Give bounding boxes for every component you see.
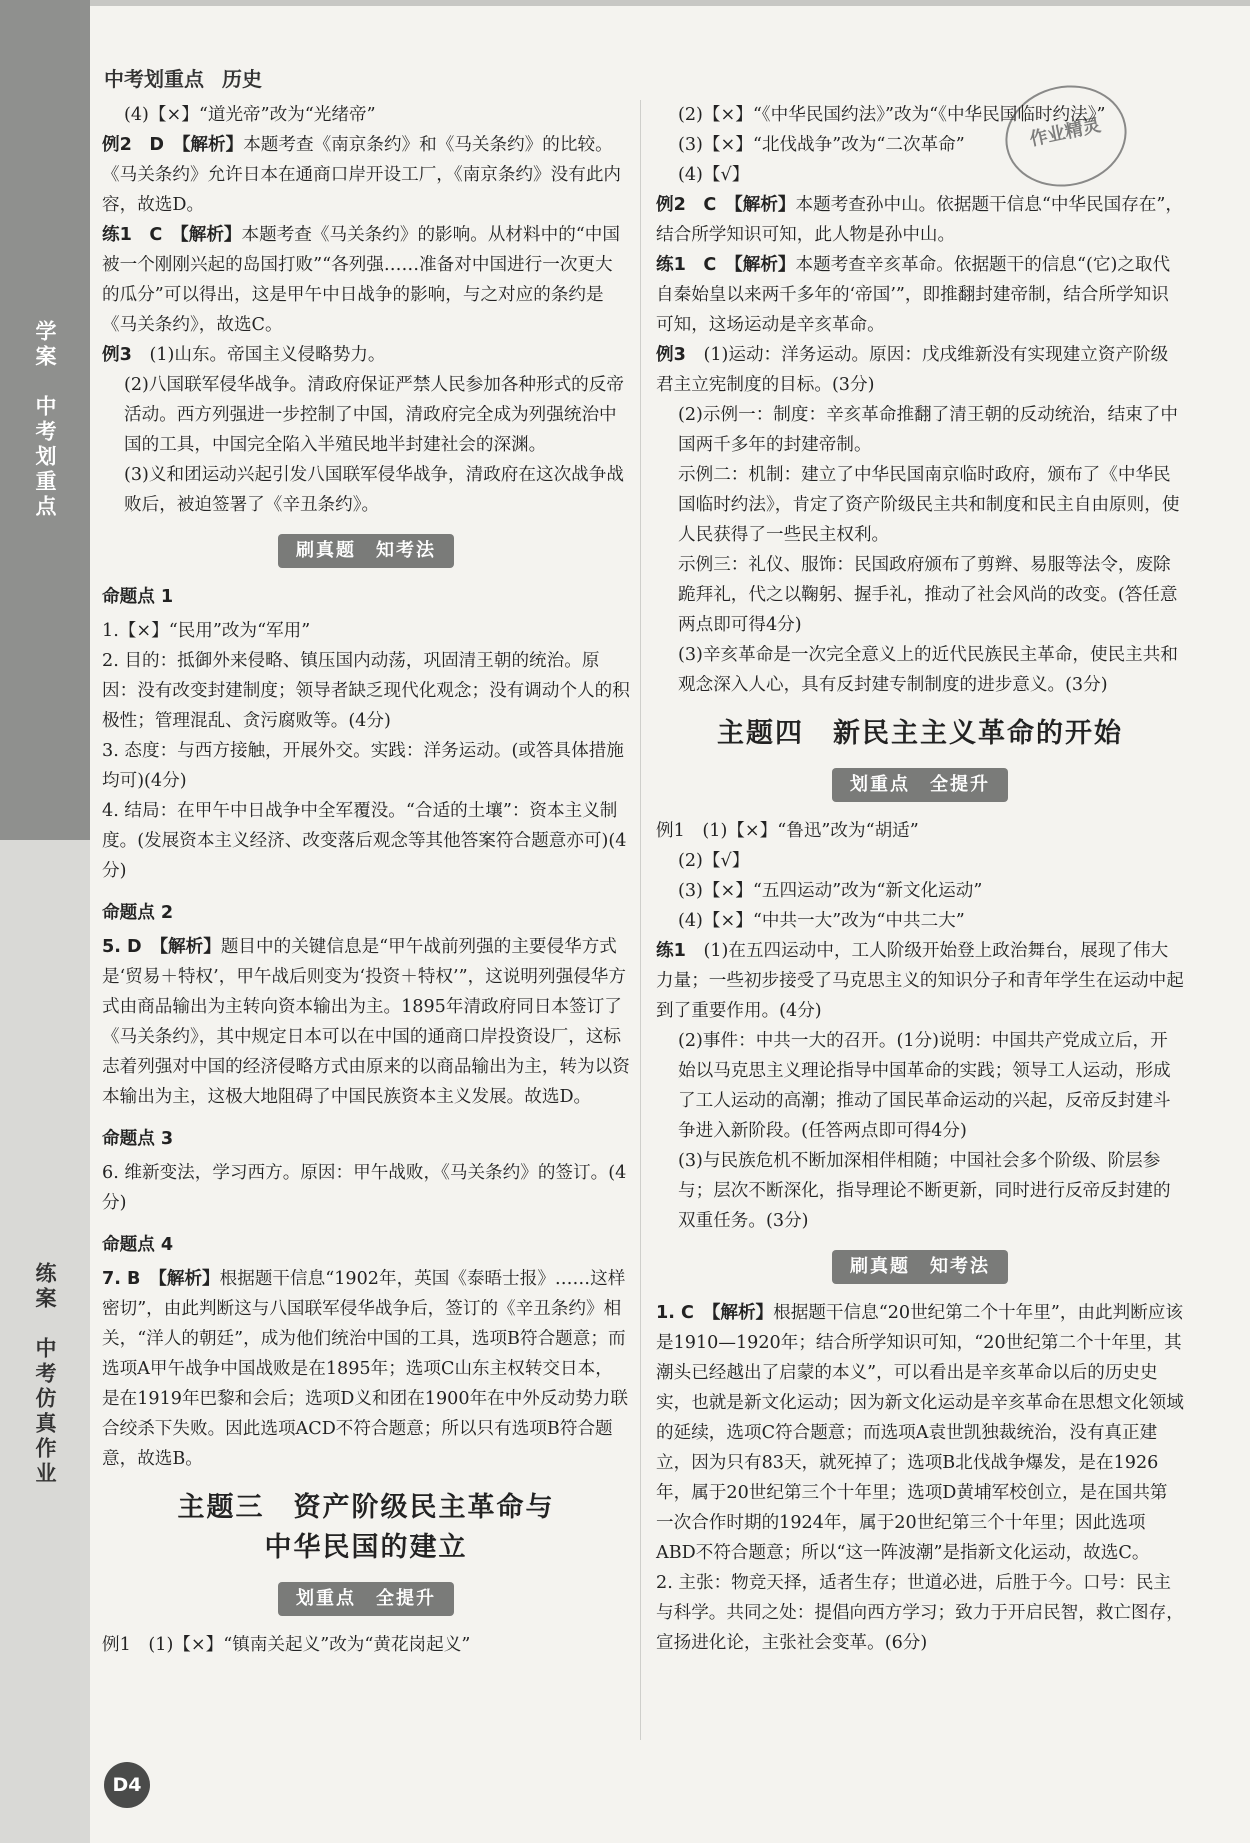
answer-text: 题目中的关键信息是“甲午战前列强的主要侵华方式是‘贸易＋特权’，甲午战后则变为‘投资＋特权’”，这说明列强侵华方式由商品输出为主转向资本输出为主。1895年清政府同日本签订了《马关条约》，其中规定日本可以在中国的通商口岸投资设厂，这标志着列强对中国的经济侵略方式由原来的以商品输出为主，转为以资本输出为主，这极大地阻碍了中国民族资本主义发展。故选D。 — [102, 937, 630, 1107]
answer-tag: 例2 C 【解析】 — [656, 195, 796, 215]
answer-line: (3)【×】“北伐战争”改为“二次革命” — [678, 135, 965, 155]
section-badge: 刷真题 知考法 — [278, 534, 454, 568]
page-number: D4 — [104, 1762, 150, 1808]
answer-text: 根据题干信息“20世纪第二个十年里”，由此判断应该是1910—1920年；结合所学知识可知，“20世纪第二个十年里，其潮头已经越出了启蒙的本义”，可以看出是辛亥革命以后的历史史实，也就是新文化运动；因为新文化运动是辛亥革命在思想文化领域的延续，选项C符合题意；而选项A袁世凯独裁统治，没有真正建立，因为只有83天，就死掉了；选项B北伐战争爆发，是在1926年，属于20世纪第三个十年里；选项D黄埔军校创立，是在国共第一次合作时期的1924年，属于20世纪第三个十年里；因此选项ABD不符合题意；所以“这一阵波潮”是指新文化运动，故选C。 — [656, 1303, 1184, 1563]
answer-tag: 7. B 【解析】 — [102, 1269, 220, 1289]
answer-tag: 例3 — [656, 345, 686, 365]
answer-text: 1.【×】“民用”改为“军用” — [102, 621, 311, 641]
answer-block — [102, 340, 630, 370]
answer-text: 2. 主张：物竞天择，适者生存；世道必进，后胜于今。口号：民主与科学。共同之处：提倡向西方学习；致力于开启民智，救亡图存，宣扬进化论，主张社会变革。(6分) — [656, 1573, 1184, 1653]
answer-tag: 练1 — [656, 941, 686, 961]
sidebar-lower — [0, 840, 90, 1843]
series-title: 中考划重点 — [104, 67, 204, 91]
answer-line: (4)【×】“道光帝”改为“光绪帝” — [124, 105, 376, 125]
answer-text: (2)示例一：制度：辛亥革命推翻了清王朝的反动统治，结束了中国两千多年的封建帝制。 — [678, 405, 1178, 455]
answer-text: 例1 (1)【×】“镇南关起义”改为“黄花岗起义” — [102, 1635, 471, 1655]
answer-tag: 例3 — [102, 345, 132, 365]
answer-text: 3. 态度：与西方接触，开展外交。实践：洋务运动。(或答具体措施均可)(4分) — [102, 741, 624, 791]
section-badge: 划重点 全提升 — [832, 768, 1008, 802]
top-rule — [90, 0, 1250, 6]
answer-text: 本题考查辛亥革命。依据题干的信息“(它)之取代自秦始皇以来两千多年的‘帝国’”，即推翻封建帝制，结合所学知识可知，这场运动是辛亥革命。 — [656, 255, 1171, 335]
answer-tag: 练1 C 【解析】 — [102, 225, 242, 245]
theme-title — [102, 1488, 630, 1568]
answer-line: (4)【×】“中共一大”改为“中共二大” — [678, 911, 965, 931]
right-column — [656, 100, 1184, 1658]
answer-text: (1)山东。帝国主义侵略势力。 — [149, 345, 386, 365]
page-header — [104, 63, 280, 92]
point-heading: 命题点 4 — [102, 1235, 174, 1255]
answer-text: 6. 维新变法，学习西方。原因：甲午战败，《马关条约》的签订。(4分) — [102, 1163, 627, 1213]
sidebar-upper — [0, 0, 90, 840]
answer-block — [102, 220, 630, 340]
sidebar-upper-label: 学案 中考划重点 — [33, 320, 57, 520]
section-badge: 划重点 全提升 — [278, 1582, 454, 1616]
sidebar-lower-label: 练案 中考仿真作业 — [33, 1262, 57, 1487]
answer-block — [656, 340, 1184, 400]
answer-line: (4)【√】 — [678, 165, 750, 185]
answer-text: (3)义和团运动兴起引发八国联军侵华战争，清政府在这次战争战败后，被迫签署了《辛丑条约》。 — [124, 465, 624, 515]
answer-tag: 练1 C 【解析】 — [656, 255, 796, 275]
answer-text: 2. 目的：抵御外来侵略、镇压国内动荡，巩固清王朝的统治。原因：没有改变封建制度；领导者缺乏现代化观念；没有调动个人的积极性；管理混乱、贪污腐败等。(4分) — [102, 651, 630, 731]
point-heading: 命题点 3 — [102, 1129, 174, 1149]
answer-tag: 例2 D 【解析】 — [102, 135, 244, 155]
answer-block — [656, 1298, 1184, 1568]
answer-line: (2)【√】 — [678, 851, 750, 871]
answer-text: 4. 结局：在甲午中日战争中全军覆没。“合适的土壤”：资本主义制度。(发展资本主义经济、改变落后观念等其他答案符合题意亦可)(4分) — [102, 801, 627, 881]
answer-line: (2)【×】“《中华民国约法》”改为“《中华民国临时约法》” — [678, 105, 1106, 125]
answer-text: (1)在五四运动中，工人阶级开始登上政治舞台，展现了伟大力量；一些初步接受了马克思主义的知识分子和青年学生在运动中起到了重要作用。(4分) — [656, 941, 1184, 1021]
answer-text: (1)运动：洋务运动。原因：戊戌维新没有实现建立资产阶级君主立宪制度的目标。(3分) — [656, 345, 1169, 395]
answer-block — [102, 130, 630, 220]
answer-text: (3)与民族危机不断加深相伴相随；中国社会多个阶级、阶层参与；层次不断深化，指导理论不断更新，同时进行反帝反封建的双重任务。(3分) — [678, 1151, 1171, 1231]
answer-block — [102, 932, 630, 1112]
point-heading: 命题点 2 — [102, 903, 174, 923]
answer-text: (2)事件：中共一大的召开。(1分)说明：中国共产党成立后，开始以马克思主义理论指导中国革命的实践；领导工人运动，形成了工人运动的高潮；推动了国民革命运动的兴起，反帝反封建斗争进入新阶段。(任答两点即可得4分) — [678, 1031, 1171, 1141]
answer-text: 示例二：机制：建立了中华民国南京临时政府，颁布了《中华民国临时约法》，肯定了资产阶级民主共和制度和民主自由原则，使人民获得了一些民主权利。 — [678, 465, 1180, 545]
sidebar — [0, 0, 90, 1843]
theme-title-line: 主题三 资产阶级民主革命与 — [177, 1492, 555, 1523]
answer-text: 本题考查《马关条约》的影响。从材料中的“中国被一个刚刚兴起的岛国打败”“各列强……准备对中国进行一次更大的瓜分”可以得出，这是甲午中日战争的影响，与之对应的条约是《马关条约》，故选C。 — [102, 225, 620, 335]
subject-title: 历史 — [222, 67, 262, 91]
answer-block — [656, 250, 1184, 340]
answer-line: 例1 (1)【×】“鲁迅”改为“胡适” — [656, 821, 919, 841]
theme-title-line: 中华民国的建立 — [264, 1532, 468, 1563]
answer-tag: 1. C 【解析】 — [656, 1303, 774, 1323]
answer-line: (3)【×】“五四运动”改为“新文化运动” — [678, 881, 983, 901]
answer-block — [102, 1264, 630, 1474]
answer-text: 本题考查孙中山。依据题干信息“中华民国存在”，结合所学知识可知，此人物是孙中山。 — [656, 195, 1183, 245]
column-divider — [640, 100, 641, 1740]
answer-text: 根据题干信息“1902年，英国《泰晤士报》……这样密切”，由此判断这与八国联军侵华战争后，签订的《辛丑条约》相关，“洋人的朝廷”，成为他们统治中国的工具，选项B符合题意；而选项A甲午战争中国战败是在1895年；选项C山东主权转交日本，是在1919年巴黎和会后；选项D义和团在1900年在中外反动势力联合绞杀下失败。因此选项ACD不符合题意；所以只有选项B符合题意，故选B。 — [102, 1269, 628, 1469]
answer-text: (3)辛亥革命是一次完全意义上的近代民族民主革命，使民主共和观念深入人心，具有反封建专制制度的进步意义。(3分) — [678, 645, 1178, 695]
answer-text: 本题考查《南京条约》和《马关条约》的比较。《马关条约》允许日本在通商口岸开设工厂，《南京条约》没有此内容，故选D。 — [102, 135, 622, 215]
answer-block — [656, 190, 1184, 250]
theme-title: 主题四 新民主主义革命的开始 — [717, 718, 1123, 749]
answer-text: (2)八国联军侵华战争。清政府保证严禁人民参加各种形式的反帝活动。西方列强进一步控制了中国，清政府完全成为列强统治中国的工具，中国完全陷入半殖民地半封建社会的深渊。 — [124, 375, 624, 455]
point-heading: 命题点 1 — [102, 587, 174, 607]
answer-block — [656, 936, 1184, 1026]
stamp-text: 作业精灵 — [1027, 114, 1103, 151]
left-column — [102, 100, 630, 1660]
answer-tag: 5. D 【解析】 — [102, 937, 221, 957]
answer-text: 示例三：礼仪、服饰：民国政府颁布了剪辫、易服等法令，废除跪拜礼，代之以鞠躬、握手礼，推动了社会风尚的改变。(答任意两点即可得4分) — [678, 555, 1178, 635]
section-badge: 刷真题 知考法 — [832, 1250, 1008, 1284]
